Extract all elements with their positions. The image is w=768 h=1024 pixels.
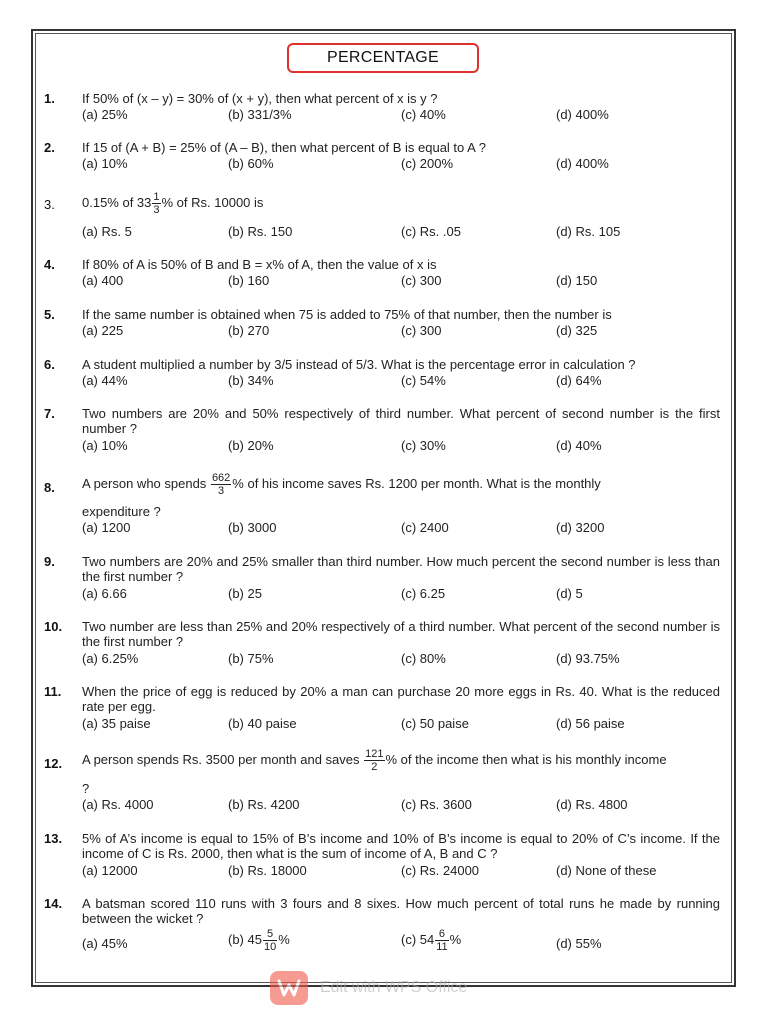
option-a: (a) 225 bbox=[82, 323, 124, 338]
option-d: (d) 325 bbox=[556, 323, 598, 338]
option-b: (b) 25 bbox=[228, 586, 262, 601]
question-number: 1. bbox=[44, 91, 55, 106]
fraction: $\frac{662}{3}$ bbox=[211, 472, 231, 497]
option-d: (d) 400% bbox=[556, 107, 609, 122]
question-text: A student multiplied a number by 3/5 instead of 5/3. What is the percentage error in calculation ? bbox=[82, 357, 636, 372]
question-text: Two numbers are 20% and 25% smaller than third number. How much percent the second number is less than the first number ? bbox=[82, 554, 720, 584]
option-c: (c) 50 paise bbox=[401, 716, 469, 731]
question-text: A person who spends $\frac{662}{3}$ % of his income saves Rs. 1200 per month. What is the monthly bbox=[82, 472, 601, 497]
option-d: (d) 93.75% bbox=[556, 651, 620, 666]
option-c: (c) 2400 bbox=[401, 520, 449, 535]
question-number: 7. bbox=[44, 406, 55, 421]
option-d: (d) 5 bbox=[556, 586, 583, 601]
option-b: (b) 75% bbox=[228, 651, 274, 666]
option-b: (b) Rs. 150 bbox=[228, 224, 293, 239]
option-b: (b) Rs. 4200 bbox=[228, 797, 300, 812]
option-d: (d) 40% bbox=[556, 438, 602, 453]
question-number: 2. bbox=[44, 140, 55, 155]
option-c: (c) 40% bbox=[401, 107, 446, 122]
fraction: $\frac{5}{10}$ bbox=[263, 928, 277, 953]
wps-logo-icon bbox=[270, 971, 308, 1005]
option-d: (d) Rs. 105 bbox=[556, 224, 621, 239]
wps-watermark bbox=[270, 970, 467, 1006]
option-b: (b) 40 paise bbox=[228, 716, 297, 731]
question-text: When the price of egg is reduced by 20% a man can purchase 20 more eggs in Rs. 40. What is the reduced rate per egg. bbox=[82, 684, 720, 714]
option-d: (d) 64% bbox=[556, 373, 602, 388]
option-c: (c) 80% bbox=[401, 651, 446, 666]
option-c: (c) Rs. 3600 bbox=[401, 797, 472, 812]
option-c: (c) 300 bbox=[401, 273, 442, 288]
option-a: (a) 12000 bbox=[82, 863, 138, 878]
option-d: (d) 400% bbox=[556, 156, 609, 171]
question-text: 5% of A’s income is equal to 15% of B’s income and 10% of B’s income is equal to 20% of C’s income. If the income of C is Rs. 2000, then what is the sum of income of A, B and C ? bbox=[82, 831, 720, 861]
question-number: 3. bbox=[44, 197, 55, 212]
question-text: A person spends Rs. 3500 per month and saves $\frac{121}{2}$ % of the income then what is his monthly income bbox=[82, 748, 667, 773]
option-a: (a) 10% bbox=[82, 156, 128, 171]
question-number: 14. bbox=[44, 896, 63, 911]
option-a: (a) 1200 bbox=[82, 520, 131, 535]
question-text: If 50% of (x – y) = 30% of (x + y), then what percent of x is y ? bbox=[82, 91, 438, 106]
question-number: 9. bbox=[44, 554, 55, 569]
option-b: (b) Rs. 18000 bbox=[228, 863, 307, 878]
option-d: (d) 55% bbox=[556, 936, 602, 951]
option-c: (c) 54 $\frac{6}{11}$ % bbox=[401, 928, 462, 953]
option-c: (c) Rs. .05 bbox=[401, 224, 461, 239]
question-number: 12. bbox=[44, 756, 63, 771]
option-b: (b) 270 bbox=[228, 323, 270, 338]
fraction: $\frac{1}{3}$ bbox=[153, 191, 160, 216]
option-c: (c) Rs. 24000 bbox=[401, 863, 480, 878]
question-number: 11. bbox=[44, 684, 62, 699]
option-b: (b) 160 bbox=[228, 273, 270, 288]
option-c: (c) 54% bbox=[401, 373, 446, 388]
option-b: (b) 45 $\frac{5}{10}$ % bbox=[228, 928, 290, 953]
fraction: $\frac{6}{11}$ bbox=[436, 928, 448, 953]
question-number: 5. bbox=[44, 307, 55, 322]
question-number: 4. bbox=[44, 257, 55, 272]
option-a: (a) 10% bbox=[82, 438, 128, 453]
option-a: (a) 45% bbox=[82, 936, 128, 951]
question-text: If 80% of A is 50% of B and B = x% of A, then the value of x is bbox=[82, 257, 437, 272]
question-number: 10. bbox=[44, 619, 63, 634]
question-text: Two numbers are 20% and 50% respectively of third number. What percent of second number is the first number ? bbox=[82, 406, 720, 436]
option-d: (d) Rs. 4800 bbox=[556, 797, 628, 812]
option-a: (a) 6.25% bbox=[82, 651, 139, 666]
question-text: 0.15% of 33 $\frac{1}{3}$ % of Rs. 10000 is bbox=[82, 191, 264, 216]
option-c: (c) 6.25 bbox=[401, 586, 446, 601]
option-d: (d) 56 paise bbox=[556, 716, 625, 731]
question-number: 13. bbox=[44, 831, 63, 846]
page-title: PERCENTAGE bbox=[287, 43, 479, 73]
option-b: (b) 331/3% bbox=[228, 107, 292, 122]
fraction: $\frac{121}{2}$ bbox=[365, 748, 384, 773]
question-text: If the same number is obtained when 75 is added to 75% of that number, then the number is bbox=[82, 307, 612, 322]
question-text-continued: expenditure ? bbox=[82, 504, 161, 519]
option-a: (a) 35 paise bbox=[82, 716, 151, 731]
question-number: 8. bbox=[44, 480, 55, 495]
question-text: If 15 of (A + B) = 25% of (A – B), then what percent of B is equal to A ? bbox=[82, 140, 486, 155]
option-a: (a) 400 bbox=[82, 273, 124, 288]
option-a: (a) 44% bbox=[82, 373, 128, 388]
question-text: A batsman scored 110 runs with 3 fours and 8 sixes. How much percent of total runs he made by running between the wicket ? bbox=[82, 896, 720, 926]
option-a: (a) 6.66 bbox=[82, 586, 127, 601]
option-d: (d) 150 bbox=[556, 273, 598, 288]
question-text: Two number are less than 25% and 20% respectively of a third number. What percent of the second number is the first number ? bbox=[82, 619, 720, 649]
option-b: (b) 3000 bbox=[228, 520, 277, 535]
option-c: (c) 300 bbox=[401, 323, 442, 338]
option-b: (b) 60% bbox=[228, 156, 274, 171]
question-number: 6. bbox=[44, 357, 55, 372]
option-b: (b) 20% bbox=[228, 438, 274, 453]
option-d: (d) 3200 bbox=[556, 520, 605, 535]
option-a: (a) 25% bbox=[82, 107, 128, 122]
option-b: (b) 34% bbox=[228, 373, 274, 388]
option-d: (d) None of these bbox=[556, 863, 657, 878]
option-c: (c) 30% bbox=[401, 438, 446, 453]
question-text-continued: ? bbox=[82, 781, 90, 796]
option-a: (a) Rs. 5 bbox=[82, 224, 132, 239]
watermark-text: Edit with WPS Office bbox=[320, 979, 468, 996]
option-a: (a) Rs. 4000 bbox=[82, 797, 154, 812]
option-c: (c) 200% bbox=[401, 156, 454, 171]
